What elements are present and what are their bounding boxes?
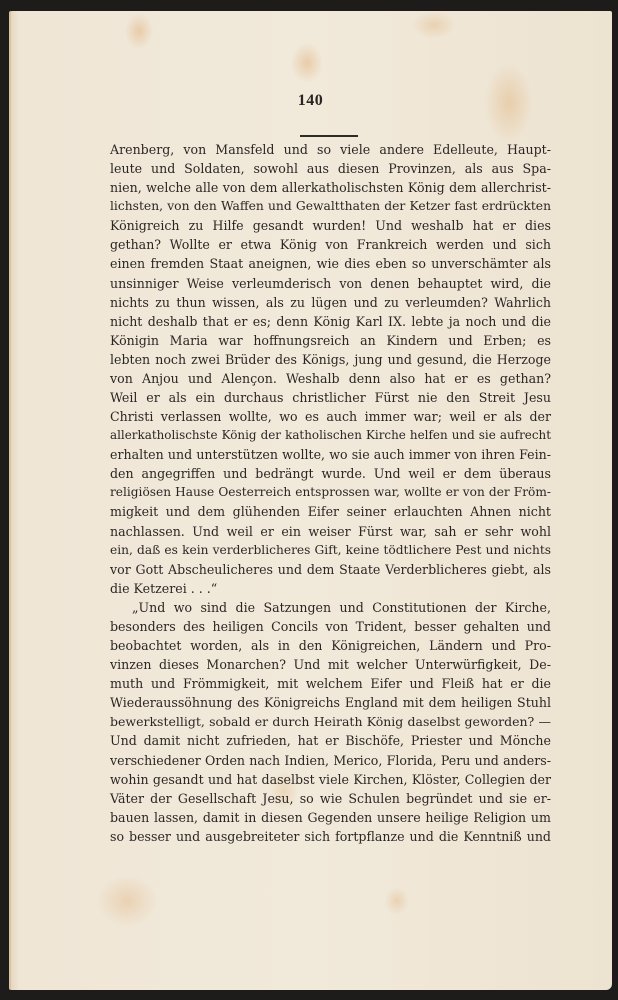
text-line: allerkatholischste König der katholischen Kirche helfen und sie aufrecht bbox=[110, 428, 551, 443]
text-line: vinzen dieses Monarchen? Und mit welcher Unterwürfigkeit, De- bbox=[110, 657, 551, 673]
text-line: leute und Soldaten, sowohl aus diesen Provinzen, als aus Spa- bbox=[110, 161, 551, 177]
text-line: Christi verlassen wollte, wo es auch immer war; weil er als der bbox=[110, 409, 551, 425]
text-line: religiösen Hause Oesterreich entsprossen war, wollte er von der Fröm- bbox=[110, 485, 551, 500]
text-line: so besser und ausgebreiteter sich fortpflanze und die Kenntniß und bbox=[110, 828, 551, 844]
book-page bbox=[9, 11, 612, 990]
text-line: beobachtet worden, als in den Königreichen, Ländern und Pro- bbox=[110, 638, 551, 654]
text-line: lichsten, von den Waffen und Gewaltthaten der Ketzer fast erdrückten bbox=[110, 199, 551, 214]
text-line: nien, welche alle von dem allerkatholischsten König dem allerchrist- bbox=[110, 180, 551, 196]
text-line: bauen lassen, damit in diesen Gegenden unsere heilige Religion um bbox=[110, 809, 551, 825]
text-line: vor Gott Abscheulicheres und dem Staate Verderblicheres giebt, als bbox=[110, 561, 551, 577]
text-line: die Ketzerei . . .“ bbox=[110, 580, 218, 596]
text-line: den angegriffen und bedrängt wurde. Und weil er dem überaus bbox=[110, 466, 551, 482]
text-line: von Anjou und Alençon. Weshalb denn also hat er es gethan? bbox=[110, 370, 551, 386]
text-line: Arenberg, von Mansfeld und so viele andere Edelleute, Haupt- bbox=[110, 142, 551, 157]
page-number: 140 bbox=[297, 92, 324, 109]
text-line: Wiederaussöhnung des Königreichs England mit dem heiligen Stuhl bbox=[110, 695, 551, 711]
paragraph bbox=[110, 598, 551, 846]
text-line: ein, daß es kein verderblicheres Gift, keine tödtlichere Pest und nichts bbox=[110, 542, 551, 557]
text-line: einen fremden Staat aneignen, wie dies eben so unverschämter als bbox=[110, 256, 551, 272]
text-line: Weil er als ein durchaus christlicher Fürst nie den Streit Jesu bbox=[110, 390, 551, 406]
text-line: Und damit nicht zufrieden, hat er Bischöfe, Priester und Mönche bbox=[110, 733, 551, 749]
page-number-rule bbox=[300, 135, 358, 137]
text-line: erhalten und unterstützen wollte, wo sie auch immer von ihren Fein- bbox=[110, 447, 551, 463]
body-text bbox=[110, 140, 551, 846]
text-line: „Und wo sind die Satzungen und Constitutionen der Kirche, bbox=[132, 599, 551, 615]
text-line: lebten noch zwei Brüder des Königs, jung und gesund, die Herzoge bbox=[110, 351, 551, 367]
text-line: muth und Frömmigkeit, mit welchem Eifer und Fleiß hat er die bbox=[110, 676, 551, 692]
paragraph bbox=[110, 140, 551, 598]
text-line: nachlassen. Und weil er ein weiser Fürst war, sah er sehr wohl bbox=[110, 523, 551, 539]
text-line: Königin Maria war hoffnungsreich an Kindern und Erben; es bbox=[110, 332, 551, 348]
text-line: verschiedener Orden nach Indien, Merico, Florida, Peru und anders- bbox=[110, 752, 551, 768]
text-line: Königreich zu Hilfe gesandt wurden! Und weshalb hat er dies bbox=[110, 218, 551, 234]
text-line: migkeit und dem glühenden Eifer seiner erlauchten Ahnen nicht bbox=[110, 504, 551, 520]
text-line: nichts zu thun wissen, als zu lügen und zu verleumden? Wahrlich bbox=[110, 294, 551, 310]
text-line: nicht deshalb that er es; denn König Karl IX. lebte ja noch und die bbox=[110, 313, 551, 329]
text-line: unsinniger Weise verleumderisch von denen behauptet wird, die bbox=[110, 275, 551, 291]
text-line: gethan? Wollte er etwa König von Frankreich werden und sich bbox=[110, 237, 551, 253]
text-line: bewerkstelligt, sobald er durch Heirath König daselbst geworden? — bbox=[110, 714, 551, 730]
text-line: besonders des heiligen Concils von Trident, besser gehalten und bbox=[110, 618, 551, 634]
text-line: wohin gesandt und hat daselbst viele Kirchen, Klöster, Collegien der bbox=[110, 771, 551, 787]
text-line: Väter der Gesellschaft Jesu, so wie Schulen begründet und sie er- bbox=[110, 790, 551, 806]
